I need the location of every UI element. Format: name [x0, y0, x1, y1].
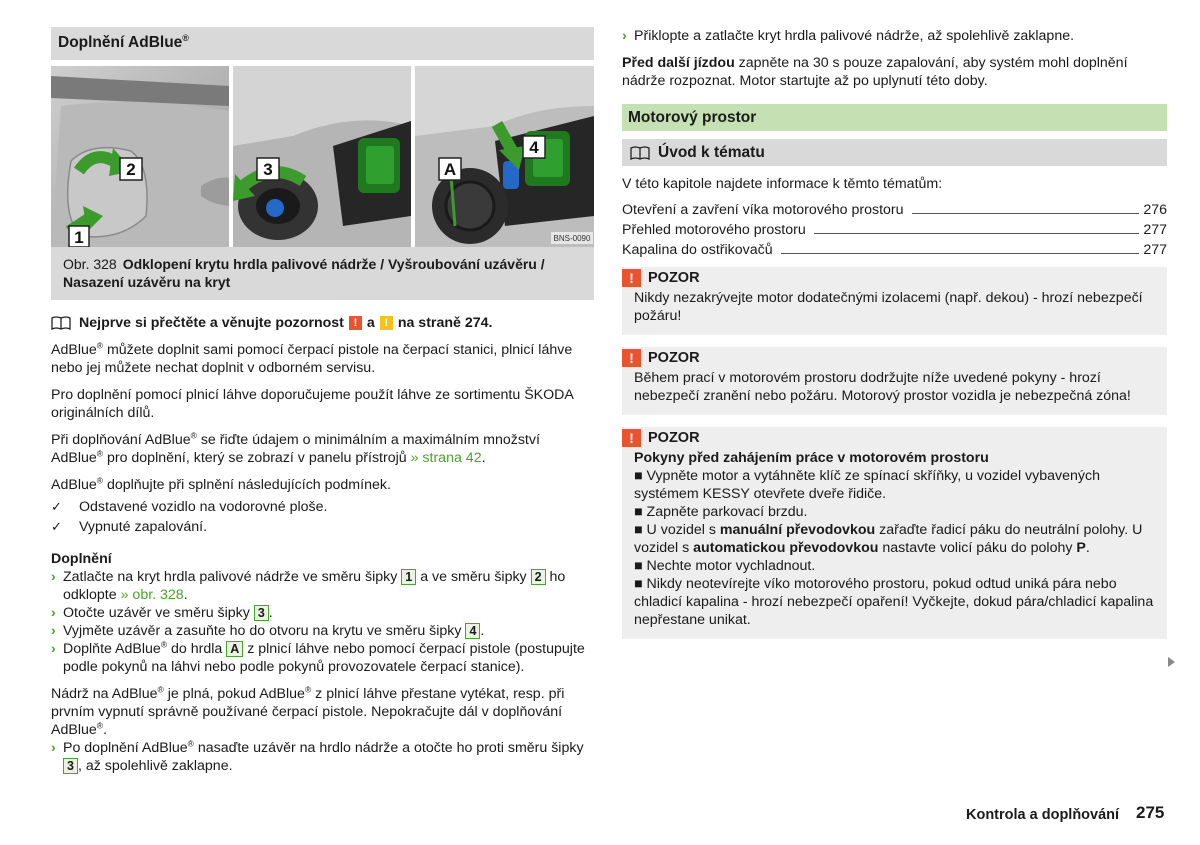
continue-arrow-icon: [1168, 657, 1175, 667]
list-item: ✓ Vypnuté zapalování.: [51, 519, 208, 535]
right-column: [622, 27, 1167, 639]
figure-caption: [51, 247, 594, 300]
step-arrow-icon: ›: [51, 641, 56, 657]
callout-2: 2: [126, 160, 136, 179]
bullet-icon: ■: [634, 522, 643, 538]
figure-photo-2: [233, 66, 411, 247]
callout-ref-4: 4: [465, 623, 480, 639]
left-column: [51, 27, 594, 775]
intro-text: V této kapitole najdete informace k těmto tématům:: [622, 176, 943, 192]
paragraph-full-tank: Nádrž na AdBlue® je plná, pokud AdBlue® z plnicí láhve přestane vytékat, resp. při prvním vypnutí správně používané čerpací pistole. Nepokračujte dál v doplňování AdBlue®.: [51, 684, 565, 738]
conditions-list: [51, 498, 594, 536]
callout-ref-2: 2: [531, 569, 546, 585]
chapter-heading: Motorový prostor: [622, 104, 1167, 131]
paragraph-before-drive: Před další jízdou zapněte na 30 s pouze zapalování, aby systém mohl doplnění nádrže rozpoznat. Motor startujte až po uplynutí této doby.: [622, 55, 1128, 89]
link-page-42[interactable]: » strana 42: [410, 450, 482, 466]
warning-box-1: ! POZOR Nikdy nezakrývejte motor dodatečnými izolacemi (např. dekou) - hrozí nebezpečí požáru!: [622, 267, 1167, 335]
check-icon: ✓: [51, 499, 62, 514]
figure-photo-3: [415, 66, 594, 247]
paragraph-conditions: AdBlue® doplňujte při splnění následujících podmínek.: [51, 475, 391, 493]
step-3: › Vyjměte uzávěr a zasuňte ho do otvoru na krytu ve směru šipky 4 .: [51, 623, 485, 639]
step-close-cap: › Přiklopte a zatlačte kryt hrdla palivové nádrže, až spolehlivě zaklapne.: [622, 28, 1075, 44]
toc-row[interactable]: Kapalina do ostřikovačů 277: [622, 242, 1167, 258]
bullet-icon: ■: [634, 504, 643, 520]
callout-4: 4: [529, 138, 539, 157]
footer-title: Kontrola a doplňování: [966, 807, 1120, 823]
intro-heading: Úvod k tématu: [622, 139, 1167, 166]
toc-row[interactable]: Otevření a zavření víka motorového prostoru 276: [622, 202, 1167, 218]
callout-ref-3: 3: [254, 605, 269, 621]
warning-icon: !: [622, 269, 641, 287]
list-item: ✓ Odstavené vozidlo na vodorovné ploše.: [51, 499, 328, 515]
callout-1: 1: [74, 228, 84, 247]
paragraph-bottles: Pro doplnění pomocí plnicí láhve doporučujeme použít láhve ze sortimentu ŠKODA originálních dílů.: [51, 387, 574, 421]
step-arrow-icon: ›: [51, 623, 56, 639]
book-icon: [51, 316, 71, 330]
step-arrow-icon: ›: [51, 740, 56, 756]
callout-ref-3b: 3: [63, 758, 78, 774]
figure-code: BNS-0090: [553, 234, 591, 243]
toc-list: [622, 201, 1167, 259]
warning-box-2: ! POZOR Během prací v motorovém prostoru dodržujte níže uvedené pokyny - hrozí nebezpečí zranění nebo požáru. Motorový prostor vozidla je nebezpečná zóna!: [622, 347, 1167, 415]
figure-title: Odklopení krytu hrdla palivové nádrže / Vyšroubování uzávěru / Nasazení uzávěru na kryt: [63, 256, 545, 290]
read-first-note: Nejprve si přečtěte a věnujte pozornost ! a ! na straně 274.: [51, 314, 594, 332]
subheading-doplneni: Doplnění: [51, 551, 112, 567]
step-4: › Doplňte AdBlue® do hrdla A z plnicí láhve nebo pomocí čerpací pistole (postupujte podle pokynů na láhvi nebo podle pokynů provozovatele čerpací stanice).: [51, 639, 585, 675]
page-number: 275: [1136, 803, 1165, 822]
step-arrow-icon: ›: [51, 605, 56, 621]
warning-box-3: ! POZOR Pokyny před zahájením práce v motorovém prostoru ■ Vypněte motor a vytáhněte klíč ze spínací skříňky, u vozidel vybavených systémem KESSY otevřete dveře řidiče. ■ Zapněte parkovací brzdu. ■ U vozidel s manuální převodovkou zařaďte řadicí páku do neutrální polohy. U vozidel s automatickou převodovkou nastavte volicí páku do polohy P. ■ Nechte motor vychladnout. ■ Nikdy neotevírejte víko motorového prostoru, pokud odtud uniká pára nebo chladicí kapalina - hrozí nebezpečí opaření! Vyčkejte, dokud pára/chladicí kapalina nepřestane unikat.: [622, 427, 1167, 639]
figure-328: [51, 66, 594, 247]
step-2: › Otočte uzávěr ve směru šipky 3 .: [51, 605, 273, 621]
paragraph-min-max: Při doplňování AdBlue® se řiďte údajem o minimálním a maximálním množství AdBlue® pro doplnění, který se zobrazí v panelu přístrojů » strana 42.: [51, 430, 540, 466]
bullet-icon: ■: [634, 468, 643, 484]
warning-icon: !: [622, 429, 641, 447]
step-5: › Po doplnění AdBlue® nasaďte uzávěr na hrdlo nádrže a otočte ho proti směru šipky 3 , až spolehlivě zaklapne.: [51, 738, 584, 774]
step-1: › Zatlačte na kryt hrdla palivové nádrže ve směru šipky 1 a ve směru šipky 2 ho odklopte » obr. 328.: [51, 569, 566, 603]
book-icon: [630, 146, 650, 160]
toc-row[interactable]: Přehled motorového prostoru 277: [622, 222, 1167, 238]
note-icon: !: [380, 316, 393, 330]
link-fig-328[interactable]: » obr. 328: [120, 587, 184, 603]
section-heading-adblue: Doplnění AdBlue®: [51, 27, 594, 60]
callout-3: 3: [263, 160, 273, 179]
warning-icon: !: [622, 349, 641, 367]
callout-ref-a: A: [226, 641, 243, 657]
paragraph-adblue-intro: AdBlue® můžete doplnit sami pomocí čerpací pistole na čerpací stanici, plnicí láhve nebo jej můžete nechat doplnit v odborném servisu.: [51, 340, 573, 376]
check-icon: ✓: [51, 519, 62, 534]
figure-photo-1: [51, 66, 229, 247]
callout-a: A: [443, 160, 457, 179]
figure-label: Obr. 328: [63, 256, 117, 272]
bullet-icon: ■: [634, 558, 643, 574]
callout-ref-1: 1: [401, 569, 416, 585]
bullet-icon: ■: [634, 576, 643, 592]
warning-icon: !: [349, 316, 362, 330]
step-arrow-icon: ›: [622, 28, 627, 44]
step-arrow-icon: ›: [51, 569, 56, 585]
